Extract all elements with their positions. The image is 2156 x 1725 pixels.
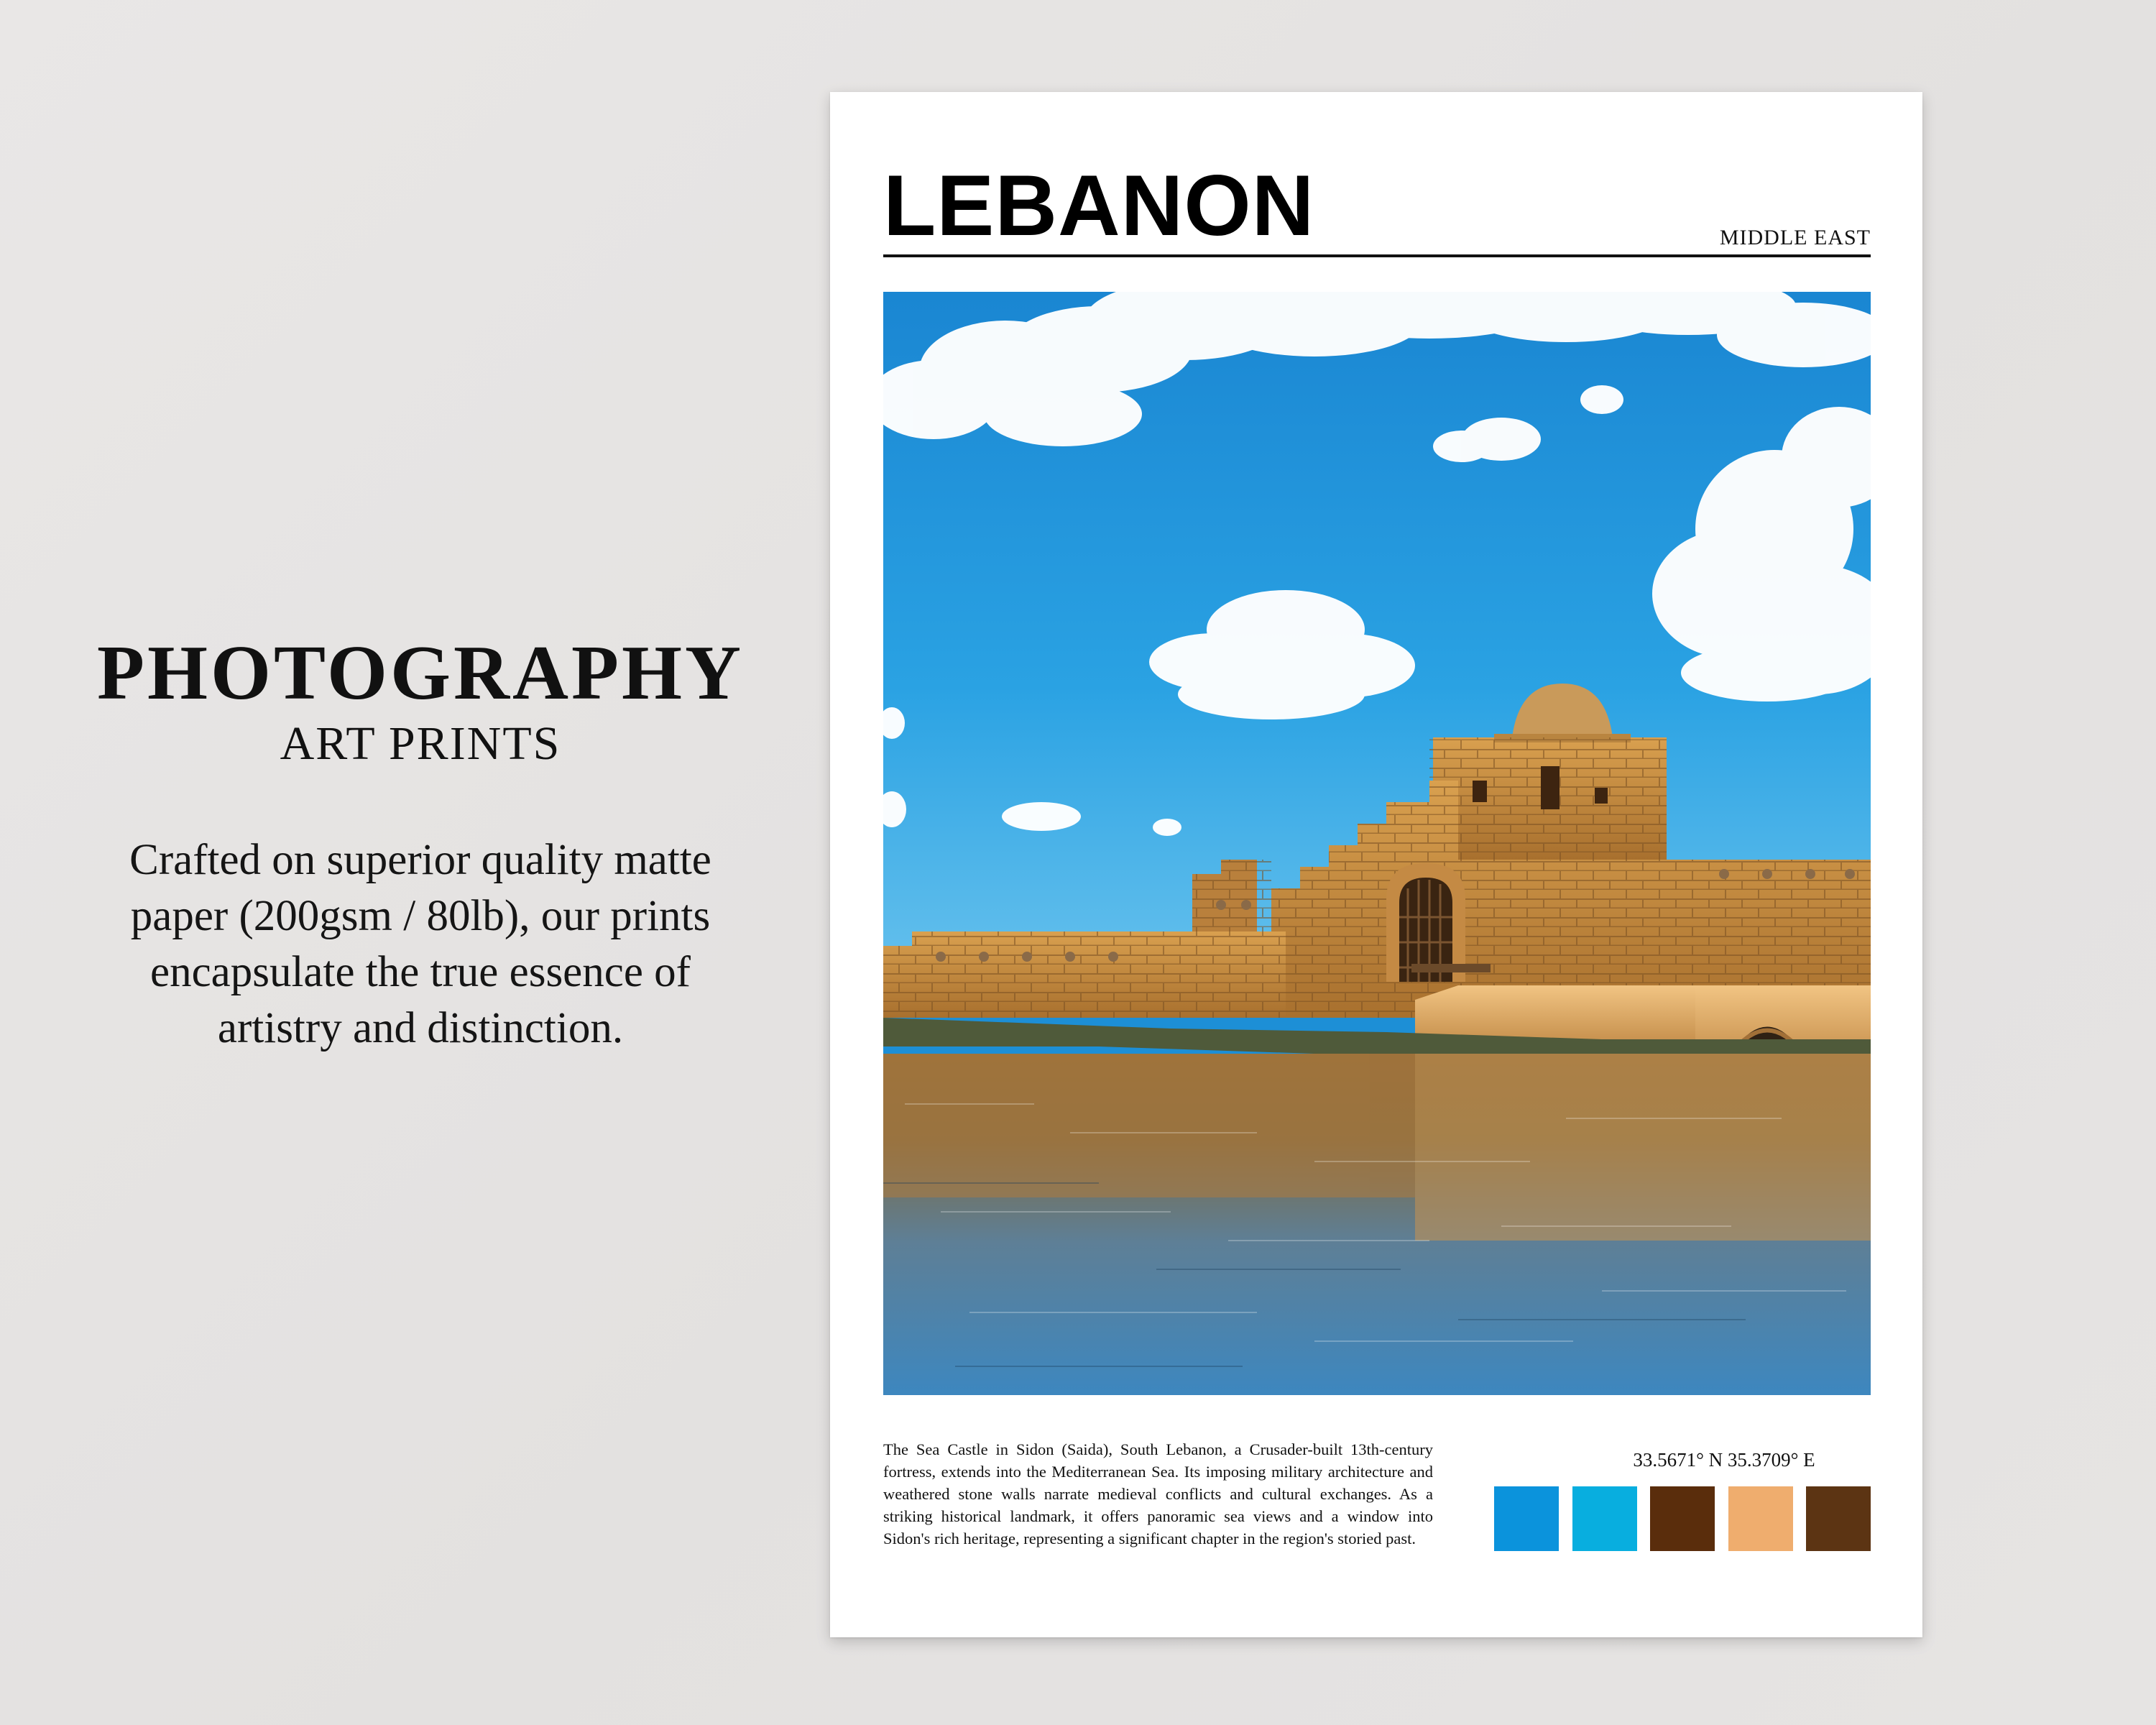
promo-block — [72, 632, 769, 1057]
poster-region: MIDDLE EAST — [1719, 226, 1871, 249]
promo-description: Crafted on superior quality matte paper (200gsm / 80lb), our prints encapsulate the true essence of artistry and distinction. — [129, 835, 711, 1052]
poster-title: LEBANON — [883, 157, 1315, 254]
palette-swatch-1 — [1494, 1486, 1559, 1551]
sea-castle-photo — [883, 292, 1871, 1395]
title-divider — [883, 254, 1871, 257]
palette-swatch-2 — [1572, 1486, 1637, 1551]
palette-swatch-5 — [1806, 1486, 1871, 1551]
color-palette — [1494, 1486, 1871, 1551]
poster-photo — [883, 292, 1871, 1395]
palette-swatch-4 — [1728, 1486, 1793, 1551]
poster — [830, 92, 1922, 1637]
poster-caption: The Sea Castle in Sidon (Saida), South Lebanon, a Crusader-built 13th-century fortress, extends into the Mediterranean Sea. Its imposing military architecture and weathered stone walls narrate medieval conflicts and cultural exchanges. As a striking historical landmark, it offers panoramic sea views and a window into Sidon's rich heritage, representing a significant chapter in the region's storied past. — [883, 1440, 1433, 1547]
palette-swatch-3 — [1650, 1486, 1715, 1551]
poster-coordinates: 33.5671° N 35.3709° E — [1633, 1449, 1815, 1471]
promo-subtitle: ART PRINTS — [280, 717, 561, 770]
promo-title: PHOTOGRAPHY — [96, 630, 745, 716]
